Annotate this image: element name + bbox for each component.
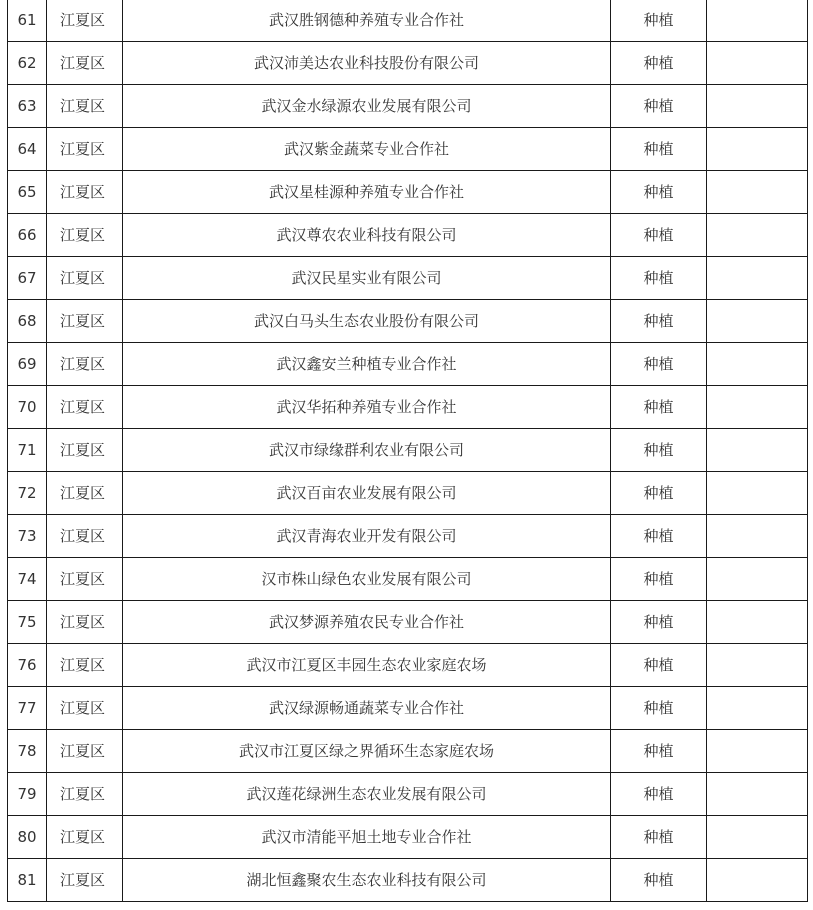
note-cell	[707, 386, 808, 429]
table-row	[8, 472, 808, 515]
category-cell: 种植	[611, 257, 707, 300]
category-cell: 种植	[611, 859, 707, 902]
company-name-cell: 武汉尊农农业科技有限公司	[123, 214, 611, 257]
note-cell	[707, 558, 808, 601]
note-cell	[707, 257, 808, 300]
district-cell: 江夏区	[47, 85, 123, 128]
enterprise-list-table	[7, 0, 808, 902]
company-name-cell: 武汉百亩农业发展有限公司	[123, 472, 611, 515]
district-cell: 江夏区	[47, 515, 123, 558]
note-cell	[707, 300, 808, 343]
company-name-cell: 武汉绿源畅通蔬菜专业合作社	[123, 687, 611, 730]
row-number-cell: 70	[8, 386, 47, 429]
row-number-cell: 64	[8, 128, 47, 171]
company-name-cell: 武汉沛美达农业科技股份有限公司	[123, 42, 611, 85]
district-cell: 江夏区	[47, 730, 123, 773]
category-cell: 种植	[611, 472, 707, 515]
category-cell: 种植	[611, 773, 707, 816]
company-name-cell: 武汉市清能平旭土地专业合作社	[123, 816, 611, 859]
table-row	[8, 730, 808, 773]
district-cell: 江夏区	[47, 214, 123, 257]
note-cell	[707, 0, 808, 42]
row-number-cell: 61	[8, 0, 47, 42]
note-cell	[707, 171, 808, 214]
company-name-cell: 武汉市江夏区绿之界循环生态家庭农场	[123, 730, 611, 773]
company-name-cell: 武汉金水绿源农业发展有限公司	[123, 85, 611, 128]
enterprise-list-table-container	[7, 0, 807, 902]
company-name-cell: 武汉市绿缘群利农业有限公司	[123, 429, 611, 472]
category-cell: 种植	[611, 386, 707, 429]
table-row	[8, 687, 808, 730]
table-row	[8, 343, 808, 386]
company-name-cell: 武汉星桂源种养殖专业合作社	[123, 171, 611, 214]
category-cell: 种植	[611, 687, 707, 730]
category-cell: 种植	[611, 730, 707, 773]
row-number-cell: 71	[8, 429, 47, 472]
row-number-cell: 67	[8, 257, 47, 300]
district-cell: 江夏区	[47, 558, 123, 601]
company-name-cell: 武汉市江夏区丰园生态农业家庭农场	[123, 644, 611, 687]
category-cell: 种植	[611, 300, 707, 343]
row-number-cell: 68	[8, 300, 47, 343]
district-cell: 江夏区	[47, 0, 123, 42]
district-cell: 江夏区	[47, 644, 123, 687]
row-number-cell: 74	[8, 558, 47, 601]
row-number-cell: 77	[8, 687, 47, 730]
district-cell: 江夏区	[47, 687, 123, 730]
district-cell: 江夏区	[47, 300, 123, 343]
company-name-cell: 汉市株山绿色农业发展有限公司	[123, 558, 611, 601]
row-number-cell: 80	[8, 816, 47, 859]
district-cell: 江夏区	[47, 128, 123, 171]
table-row	[8, 0, 808, 42]
note-cell	[707, 859, 808, 902]
category-cell: 种植	[611, 343, 707, 386]
table-row	[8, 859, 808, 902]
company-name-cell: 武汉华拓种养殖专业合作社	[123, 386, 611, 429]
district-cell: 江夏区	[47, 386, 123, 429]
row-number-cell: 73	[8, 515, 47, 558]
district-cell: 江夏区	[47, 601, 123, 644]
table-row	[8, 644, 808, 687]
district-cell: 江夏区	[47, 257, 123, 300]
note-cell	[707, 816, 808, 859]
category-cell: 种植	[611, 816, 707, 859]
category-cell: 种植	[611, 85, 707, 128]
row-number-cell: 63	[8, 85, 47, 128]
note-cell	[707, 128, 808, 171]
district-cell: 江夏区	[47, 42, 123, 85]
note-cell	[707, 85, 808, 128]
category-cell: 种植	[611, 42, 707, 85]
note-cell	[707, 601, 808, 644]
category-cell: 种植	[611, 0, 707, 42]
table-row	[8, 214, 808, 257]
company-name-cell: 武汉民星实业有限公司	[123, 257, 611, 300]
category-cell: 种植	[611, 214, 707, 257]
note-cell	[707, 472, 808, 515]
table-row	[8, 558, 808, 601]
district-cell: 江夏区	[47, 472, 123, 515]
row-number-cell: 75	[8, 601, 47, 644]
company-name-cell: 武汉胜钢德种养殖专业合作社	[123, 0, 611, 42]
company-name-cell: 武汉紫金蔬菜专业合作社	[123, 128, 611, 171]
district-cell: 江夏区	[47, 773, 123, 816]
row-number-cell: 72	[8, 472, 47, 515]
company-name-cell: 武汉白马头生态农业股份有限公司	[123, 300, 611, 343]
district-cell: 江夏区	[47, 429, 123, 472]
table-row	[8, 515, 808, 558]
note-cell	[707, 730, 808, 773]
district-cell: 江夏区	[47, 343, 123, 386]
category-cell: 种植	[611, 644, 707, 687]
table-row	[8, 816, 808, 859]
table-row	[8, 300, 808, 343]
note-cell	[707, 429, 808, 472]
table-row	[8, 257, 808, 300]
note-cell	[707, 214, 808, 257]
company-name-cell: 湖北恒鑫聚农生态农业科技有限公司	[123, 859, 611, 902]
category-cell: 种植	[611, 515, 707, 558]
category-cell: 种植	[611, 128, 707, 171]
category-cell: 种植	[611, 601, 707, 644]
district-cell: 江夏区	[47, 171, 123, 214]
company-name-cell: 武汉莲花绿洲生态农业发展有限公司	[123, 773, 611, 816]
note-cell	[707, 687, 808, 730]
row-number-cell: 78	[8, 730, 47, 773]
note-cell	[707, 42, 808, 85]
note-cell	[707, 343, 808, 386]
table-row	[8, 171, 808, 214]
table-row	[8, 429, 808, 472]
row-number-cell: 81	[8, 859, 47, 902]
table-row	[8, 128, 808, 171]
table-row	[8, 601, 808, 644]
district-cell: 江夏区	[47, 816, 123, 859]
company-name-cell: 武汉鑫安兰种植专业合作社	[123, 343, 611, 386]
category-cell: 种植	[611, 429, 707, 472]
note-cell	[707, 515, 808, 558]
table-row	[8, 386, 808, 429]
table-row	[8, 773, 808, 816]
note-cell	[707, 773, 808, 816]
table-row	[8, 85, 808, 128]
category-cell: 种植	[611, 558, 707, 601]
row-number-cell: 76	[8, 644, 47, 687]
company-name-cell: 武汉青海农业开发有限公司	[123, 515, 611, 558]
row-number-cell: 62	[8, 42, 47, 85]
company-name-cell: 武汉梦源养殖农民专业合作社	[123, 601, 611, 644]
table-row	[8, 42, 808, 85]
row-number-cell: 66	[8, 214, 47, 257]
row-number-cell: 79	[8, 773, 47, 816]
district-cell: 江夏区	[47, 859, 123, 902]
note-cell	[707, 644, 808, 687]
row-number-cell: 65	[8, 171, 47, 214]
category-cell: 种植	[611, 171, 707, 214]
row-number-cell: 69	[8, 343, 47, 386]
table-body	[8, 0, 808, 902]
